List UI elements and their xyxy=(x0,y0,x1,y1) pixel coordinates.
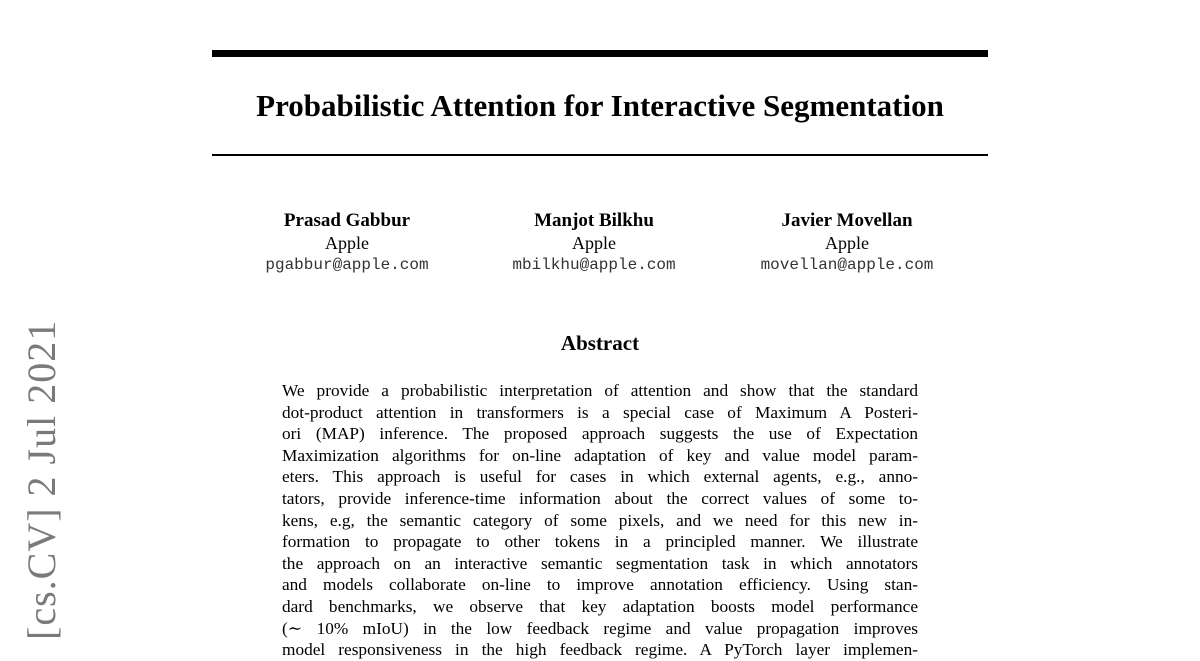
author-name: Prasad Gabbur xyxy=(283,210,411,231)
author-email: pgabbur@apple.com xyxy=(265,256,429,274)
abstract-line: dot-product attention in transformers is a special case of Maximum A Posteri- xyxy=(282,402,918,422)
abstract-line: model responsiveness in the high feedback regime. A PyTorch layer implemen- xyxy=(282,640,918,660)
abstract-line: tators, provide inference-time information about the correct values of some to- xyxy=(282,488,918,508)
author-name: Manjot Bilkhu xyxy=(534,210,654,231)
abstract-line: and models collaborate on-line to improve annotation efficiency. Using stan- xyxy=(282,575,918,595)
title-rule-bottom xyxy=(212,154,988,156)
author-email: mbilkhu@apple.com xyxy=(512,256,676,274)
author-block xyxy=(717,210,977,276)
abstract-line: Maximization algorithms for on-line adaptation of key and value model param- xyxy=(282,445,918,465)
author-block xyxy=(464,210,724,276)
abstract-line: formation to propagate to other tokens in a principled manner. We illustrate xyxy=(282,532,918,552)
abstract-heading: Abstract xyxy=(560,331,640,355)
author-affiliation: Apple xyxy=(325,233,369,253)
abstract-line: kens, e.g, the semantic category of some pixels, and we need for this new in- xyxy=(282,510,918,530)
arxiv-side-stamp: [cs.CV] 2 Jul 2021 xyxy=(19,319,64,640)
abstract-line: eters. This approach is useful for cases in which external agents, e.g., anno- xyxy=(282,467,918,487)
abstract-body xyxy=(282,380,918,661)
abstract-line: ori (MAP) inference. The proposed approach suggests the use of Expectation xyxy=(282,424,918,444)
author-email: movellan@apple.com xyxy=(760,256,934,274)
author-name: Javier Movellan xyxy=(781,210,913,231)
abstract-line: (∼ 10% mIoU) in the low feedback regime and value propagation improves xyxy=(282,618,918,638)
title-rule-top xyxy=(212,50,988,57)
author-affiliation: Apple xyxy=(825,233,869,253)
abstract-line: We provide a probabilistic interpretation of attention and show that the standard xyxy=(282,381,918,400)
author-block xyxy=(217,210,477,276)
paper-title: Probabilistic Attention for Interactive Segmentation xyxy=(256,88,944,123)
author-affiliation: Apple xyxy=(572,233,616,253)
abstract-line: the approach on an interactive semantic segmentation task in which annotators xyxy=(282,553,918,573)
abstract-line: dard benchmarks, we observe that key adaptation boosts model performance xyxy=(282,596,918,616)
